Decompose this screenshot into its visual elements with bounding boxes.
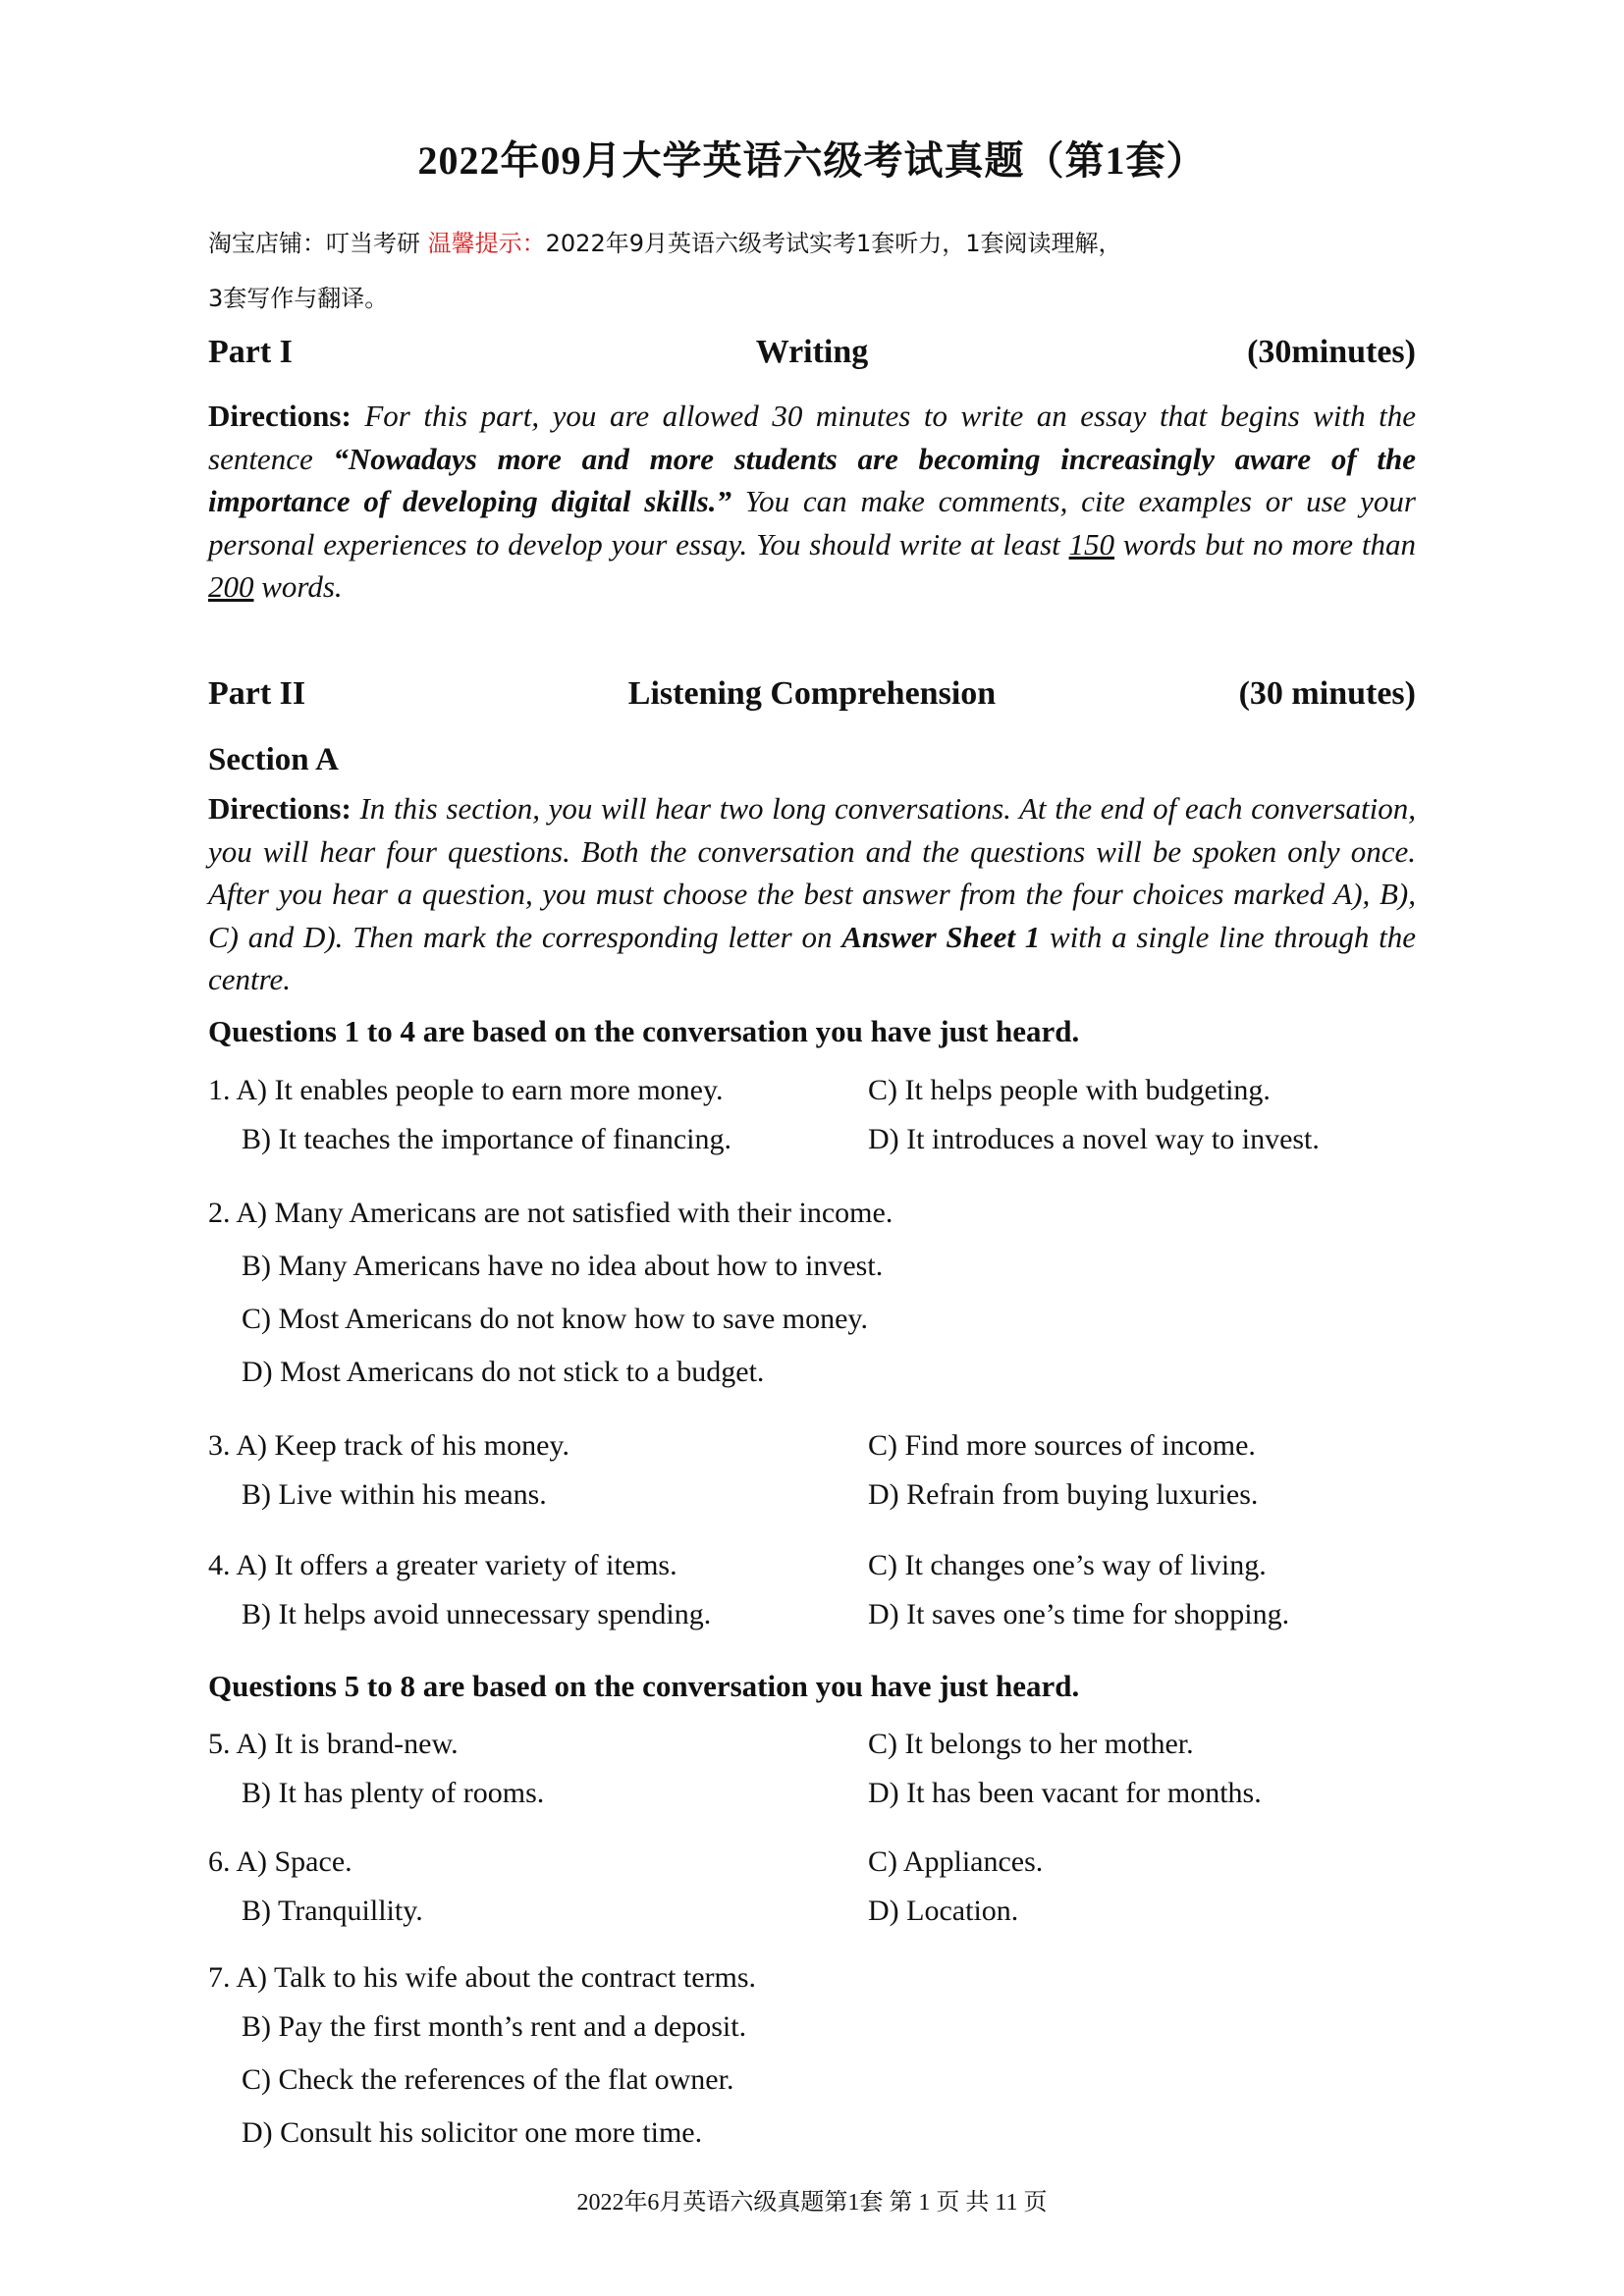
part1-directions-lead: Directions: bbox=[208, 399, 352, 433]
question-2-option-c: C) Most Americans do not know how to save money. bbox=[242, 1303, 868, 1335]
part2-name: Listening Comprehension bbox=[627, 675, 997, 712]
question-3-option-d: D) Refrain from buying luxuries. bbox=[868, 1478, 1259, 1511]
question-1-option-c: C) It helps people with budgeting. bbox=[868, 1074, 1271, 1106]
question-6-option-a: 6. A) Space. bbox=[208, 1845, 352, 1878]
question-6-option-d: D) Location. bbox=[868, 1895, 1019, 1927]
part2-directions-text-1: In this section, you will hear two long conversations. At the end of each conversation, you will hear four questions. Both the conversation and the questions will be spoken only once. After you hear a question, you must choose the best answer from the four choices marked A), B), C) and D). Then mark the corresponding letter on bbox=[208, 791, 1416, 954]
question-5-option-b: B) It has plenty of rooms. bbox=[242, 1777, 545, 1809]
question-5-option-a: 5. A) It is brand-new. bbox=[208, 1728, 459, 1760]
question-7-option-c: C) Check the references of the flat owner. bbox=[242, 2063, 734, 2096]
part1-max-words: 200 bbox=[208, 569, 254, 604]
question-3-option-c: C) Find more sources of income. bbox=[868, 1429, 1256, 1462]
question-2-option-d: D) Most Americans do not stick to a budget. bbox=[242, 1356, 765, 1388]
part1-directions-text-2: You can make comments, cite examples or use your personal experiences to develop your essay. You should write at least bbox=[208, 484, 1416, 561]
question-3-option-b: B) Live within his means. bbox=[242, 1478, 547, 1511]
part1-name: Writing bbox=[755, 334, 869, 370]
part2-directions-lead: Directions: bbox=[208, 791, 352, 826]
question-1-option-a: 1. A) It enables people to earn more money. bbox=[208, 1074, 724, 1106]
part2-directions-text-2: with a single line through the centre. bbox=[208, 919, 1416, 996]
page-footer: 2022年6月英语六级真题第1套 第 1 页 共 11 页 bbox=[576, 2190, 1048, 2216]
part2-directions bbox=[208, 787, 1416, 1001]
part1-directions-text-3: words but no more than bbox=[1114, 526, 1416, 561]
part2-time: (30 minutes) bbox=[1238, 675, 1416, 712]
page-title: 2022年09月大学英语六级考试真题（第1套） bbox=[417, 138, 1207, 183]
shop-label: 淘宝店铺：叮当考研 bbox=[208, 230, 420, 257]
question-1-option-d: D) It introduces a novel way to invest. bbox=[868, 1123, 1320, 1155]
part2-label: Part II bbox=[208, 675, 306, 712]
question-group-1-heading: Questions 1 to 4 are based on the conversation you have just heard. bbox=[208, 1014, 1080, 1048]
question-group-2-heading: Questions 5 to 8 are based on the conversation you have just heard. bbox=[208, 1669, 1080, 1703]
question-6-option-c: C) Appliances. bbox=[868, 1845, 1044, 1878]
answer-sheet-name: Answer Sheet 1 bbox=[841, 919, 1041, 954]
notice-line-1 bbox=[208, 216, 1426, 271]
shop-notice bbox=[208, 216, 1426, 326]
question-7-option-a: 7. A) Talk to his wife about the contract terms. bbox=[208, 1961, 757, 1994]
part1-header bbox=[208, 334, 1416, 377]
part1-directions-text-4: words. bbox=[253, 569, 343, 604]
question-7-option-d: D) Consult his solicitor one more time. bbox=[242, 2116, 703, 2149]
question-4-option-b: B) It helps avoid unnecessary spending. bbox=[242, 1598, 712, 1630]
part1-directions-text-1: For this part, you are allowed 30 minutes to write an essay that begins with the sentence bbox=[208, 399, 1416, 476]
section-a-heading: Section A bbox=[208, 742, 339, 777]
tip-label: 温馨提示： bbox=[427, 230, 546, 257]
question-4-option-c: C) It changes one’s way of living. bbox=[868, 1549, 1267, 1581]
question-5-option-d: D) It has been vacant for months. bbox=[868, 1777, 1262, 1809]
part1-essay-opening-sentence: “Nowadays more and more students are becoming increasingly aware of the importance of developing digital skills.” bbox=[208, 441, 1416, 518]
tip-text-1: 2022年9月英语六级考试实考1套听力，1套阅读理解， bbox=[545, 230, 1122, 257]
question-4-option-a: 4. A) It offers a greater variety of items. bbox=[208, 1549, 677, 1581]
question-2-option-a: 2. A) Many Americans are not satisfied with their income. bbox=[208, 1197, 893, 1229]
question-3-option-a: 3. A) Keep track of his money. bbox=[208, 1429, 569, 1462]
question-4-option-d: D) It saves one’s time for shopping. bbox=[868, 1598, 1290, 1630]
question-1-option-b: B) It teaches the importance of financing. bbox=[242, 1123, 731, 1155]
part1-min-words: 150 bbox=[1068, 526, 1115, 561]
part1-label: Part I bbox=[208, 334, 293, 370]
tip-text-2: 3套写作与翻译。 bbox=[208, 285, 389, 312]
part1-time: (30minutes) bbox=[1247, 334, 1416, 370]
question-6-option-b: B) Tranquillity. bbox=[242, 1895, 423, 1927]
part2-header bbox=[208, 675, 1416, 719]
part1-directions bbox=[208, 395, 1416, 609]
question-7-option-b: B) Pay the first month’s rent and a deposit. bbox=[242, 2010, 747, 2043]
question-5-option-c: C) It belongs to her mother. bbox=[868, 1728, 1194, 1760]
question-2-option-b: B) Many Americans have no idea about how to invest. bbox=[242, 1250, 884, 1282]
